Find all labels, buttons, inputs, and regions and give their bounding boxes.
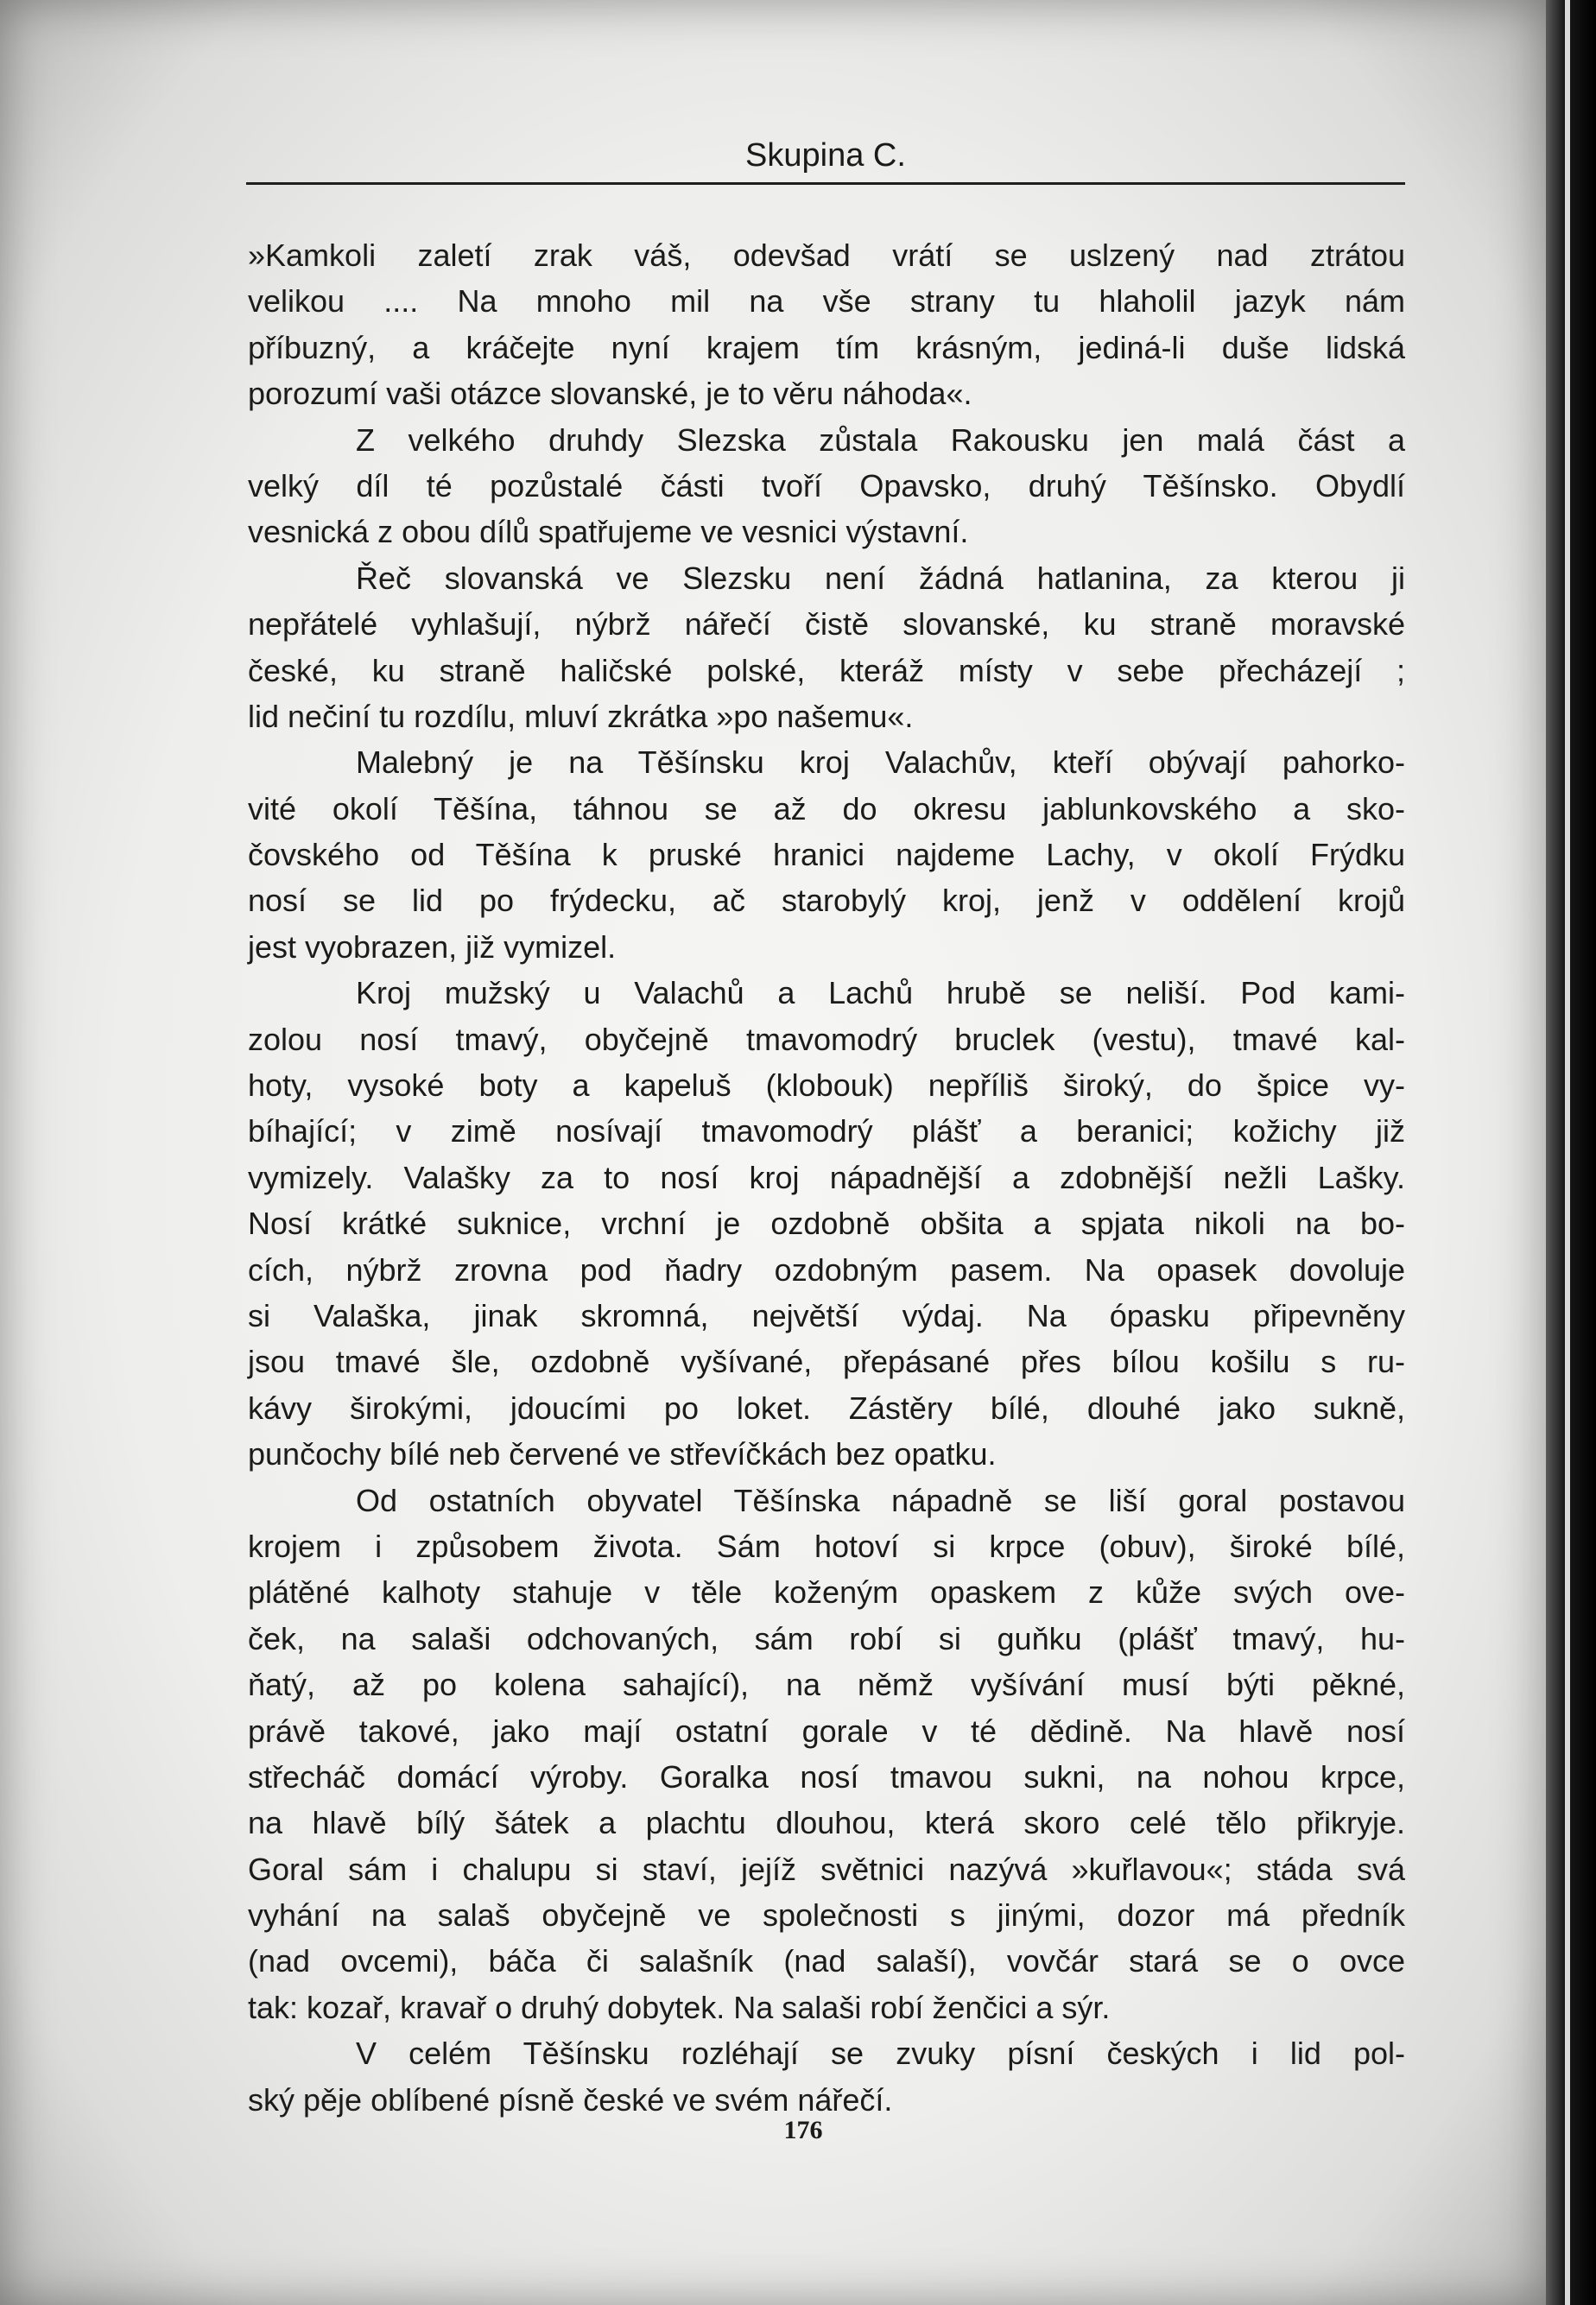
text-line: si Valaška, jinak skromná, největší výdaj. Na ópasku připevněny: [248, 1297, 1405, 1333]
page-number: 176: [783, 2116, 823, 2144]
paragraph-first-line: Od ostatních obyvatel Těšínska nápadně se liší goral postavou: [356, 1482, 1405, 1518]
text-line: plátěné kalhoty stahuje v těle koženým opaskem z kůže svých ove-: [248, 1574, 1405, 1611]
text-line: velikou .... Na mnoho mil na vše strany tu hlaholil jazyk nám: [248, 283, 1405, 320]
text-line: vymizely. Valašky za to nosí kroj nápadnější a zdobnější nežli Lašky.: [248, 1159, 1405, 1195]
text-line: čovského od Těšína k pruské hranici najdeme Lachy, v okolí Frýdku: [248, 837, 1405, 873]
text-line: (nad ovcemi), báča či salašník (nad salaší), vovčár stará se o ovce: [248, 1943, 1405, 1979]
text-line: jest vyobrazen, již vymizel.: [248, 928, 617, 965]
text-line: české, ku straně haličské polské, kteráž místy v sebe přecházejí ;: [248, 652, 1405, 688]
header-rule: [246, 182, 1405, 185]
text-line: hoty, vysoké boty a kapeluš (klobouk) nepříliš široký, do špice vy-: [248, 1067, 1405, 1104]
paragraph-first-line: Kroj mužský u Valachů a Lachů hrubě se neliší. Pod kami-: [356, 975, 1405, 1011]
text-line: ský pěje oblíbené písně české ve svém nářečí.: [248, 2081, 893, 2118]
text-line: Nosí krátké suknice, vrchní je ozdobně obšita a spjata nikoli na bo-: [248, 1206, 1405, 1242]
text-line: příbuzný, a kráčejte nyní krajem tím krásným, jediná-li duše lidská: [248, 329, 1405, 365]
text-line: vesnická z obou dílů spatřujeme ve vesnici výstavní.: [248, 514, 969, 550]
running-header: Skupina C.: [745, 137, 906, 174]
text-line: jsou tmavé šle, ozdobně vyšívané, přepásané přes bílou košilu s ru-: [248, 1344, 1405, 1380]
text-line: vyhání na salaš obyčejně ve společnosti s jinými, dozor má předník: [248, 1897, 1405, 1934]
scan-edge: [1546, 0, 1596, 2305]
text-line: tak: kozař, kravař o druhý dobytek. Na salaši robí ženčici a sýr.: [248, 1989, 1111, 2025]
text-line: cích, nýbrž zrovna pod ňadry ozdobným pasem. Na opasek dovoluje: [248, 1251, 1405, 1288]
text-line: bíhající; v zimě nosívají tmavomodrý plášť a beranici; kožichy již: [248, 1113, 1405, 1149]
text-line: Goral sám i chalupu si staví, jejíž světnici nazývá »kuřlavou«; stáda svá: [248, 1851, 1405, 1887]
text-line: zolou nosí tmavý, obyčejně tmavomodrý bruclek (vestu), tmavé kal-: [248, 1021, 1405, 1057]
text-line: na hlavě bílý šátek a plachtu dlouhou, která skoro celé tělo přikryje.: [248, 1805, 1405, 1841]
text-line: punčochy bílé neb červené ve střevíčkách bez opatku.: [248, 1436, 997, 1472]
text-line: »Kamkoli zaletí zrak váš, odevšad vrátí se uslzený nad ztrátou: [248, 237, 1405, 273]
text-line: velký díl té pozůstalé části tvoří Opavsko, druhý Těšínsko. Obydlí: [248, 467, 1405, 503]
text-line: nosí se lid po frýdecku, ač starobylý kroj, jenž v oddělení krojů: [248, 883, 1405, 919]
text-line: lid nečiní tu rozdílu, mluví zkrátka »po našemu«.: [248, 698, 914, 734]
text-line: ček, na salaši odchovaných, sám robí si guňku (plášť tmavý, hu-: [248, 1620, 1405, 1656]
body-text: [248, 232, 1405, 2123]
text-line: střecháč domácí výroby. Goralka nosí tmavou sukni, na nohou krpce,: [248, 1758, 1405, 1795]
text-line: nepřátelé vyhlašují, nýbrž nářečí čistě slovanské, ku straně moravské: [248, 606, 1405, 643]
text-line: kávy širokými, jdoucími po loket. Zástěry bílé, dlouhé jako sukně,: [248, 1390, 1405, 1426]
text-line: krojem i způsobem života. Sám hotoví si krpce (obuv), široké bílé,: [248, 1528, 1405, 1564]
text-line: vité okolí Těšína, táhnou se až do okresu jablunkovského a sko-: [248, 790, 1405, 826]
text-line: právě takové, jako mají ostatní gorale v té dědině. Na hlavě nosí: [248, 1713, 1405, 1749]
paragraph-first-line: Malebný je na Těšínsku kroj Valachův, kteří obývají pahorko-: [356, 744, 1405, 781]
text-line: porozumí vaši otázce slovanské, je to věru náhoda«.: [248, 376, 972, 412]
paragraph-first-line: V celém Těšínsku rozléhají se zvuky písní českých i lid pol-: [356, 2036, 1405, 2072]
text-line: ňatý, až po kolena sahající), na němž vyšívání musí býti pěkné,: [248, 1667, 1405, 1703]
paragraph-first-line: Z velkého druhdy Slezska zůstala Rakousku jen malá část a: [356, 421, 1405, 458]
paragraph-first-line: Řeč slovanská ve Slezsku není žádná hatlanina, za kterou ji: [356, 560, 1405, 596]
